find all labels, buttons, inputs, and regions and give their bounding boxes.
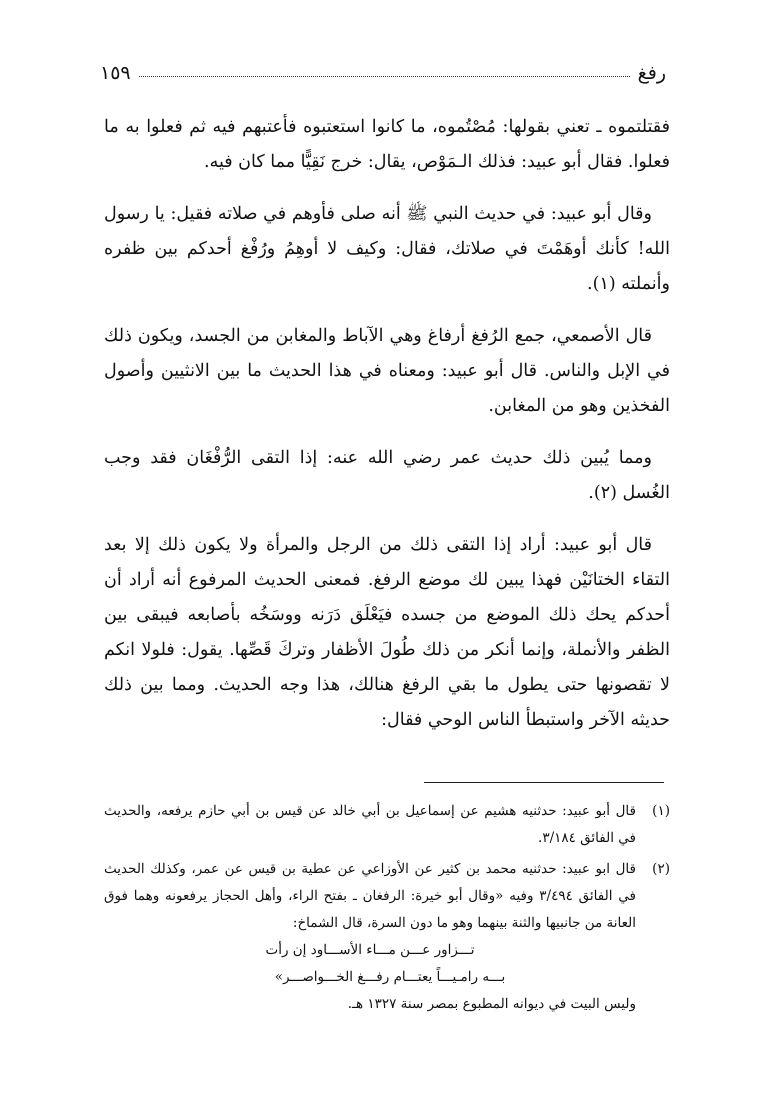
footnote [104, 798, 670, 852]
paragraph: وقال أبو عبيد: في حديث النبي ﷺ أنه صلى فأوهم في صلاته فقيل: يا رسول الله! كأنك أوهَمْتَ في صلاتك، فقال: وكيف لا أوهِمُ ورُفْغ أحدكم بين ظفره وأنملته (١). [104, 204, 670, 294]
footnote-separator [424, 782, 664, 783]
footnote-text: قال أبو عبيد: حدثنيه هشيم عن إسماعيل بن أبي خالد عن قيس بن أبي حازم يرفعه، والحديث في الفائق ٣/١٨٤. [104, 803, 636, 846]
footnote-marker: (٢) [652, 861, 670, 877]
verse-line: بـــه رامـيـــاً يعتـــام رفـــغ الخـــواصـــر» [274, 969, 506, 985]
footnote-body [104, 856, 636, 1018]
footnote-text: قال ابو عبيد: حدثنيه محمد بن كثير عن الأوزاعي عن عطية بن قيس عن عمر، وكذلك الحديث في الفائق ٣/٤٩٤ وفيه «وقال أبو خيرة: الرفغان ـ بفتح الراء، وأهل الحجاز يرفعونه وهما فوق العانة من جانبيها والثنة بينهما وهو ما دون السرة، قال الشماخ: [104, 861, 636, 931]
running-header [100, 56, 666, 90]
main-text [104, 110, 670, 755]
paragraph: فقتلتموه ـ تعني بقولها: مُصْتُموه، ما كانوا استعتبوه فأعتبهم فيه ثم فعلوا به ما فعلوا. فقال أبو عبيد: فذلك الـمَوْص، يقال: خرج نَقِيًّا مما كان فيه. [104, 117, 670, 172]
footnote-marker: (١) [652, 803, 670, 819]
verse-line: تـــزاور عـــن مـــاء الأســـاود إن رأت [265, 942, 475, 958]
footnote [104, 856, 670, 1018]
page-number: ١٥٩ [100, 62, 131, 84]
header-dotted-rule [139, 76, 630, 77]
running-title: رفغ [637, 62, 666, 84]
paragraph: قال الأصمعي، جمع الرُفغ أرفاغ وهي الآباط والمغابن من الجسد، ويكون ذلك في الإبل والناس. قال أبو عبيد: ومعناه في هذا الحديث ما بين الانثيين وأصول الفخذين وهو من المغابن. [104, 326, 670, 416]
paragraph: ومما يُبين ذلك حديث عمر رضي الله عنه: إذا التقى الرُّفْغَان فقد وجب الغُسل (٢). [104, 448, 670, 503]
footnote-closing-text: وليس البيت في ديوانه المطبوع بمصر سنة ١٣٢٧ هـ. [347, 996, 636, 1012]
footnotes [104, 798, 670, 1022]
paragraph: قال أبو عبيد: أراد إذا التقى ذلك من الرجل والمرأة ولا يكون ذلك إلا بعد التقاء الختانَيْن فهذا يبين لك موضع الرفغ. فمعنى الحديث المرفوع أنه أراد أن أحدكم يحك ذلك الموضع من جسده فيَعْلَق دَرَنه ووسَخُه بأصابعه فيبقى بين الظفر والأنملة، وإنما أنكر من ذلك طُولَ الأظفار وتركَ قَصِّها. يقول: فلولا انكم لا تقصونها حتى يطول ما بقي الرفغ هنالك، هذا وجه الحديث. ومما بين ذلك حديثه الآخر واستبطأ الناس الوحي فقال: [104, 535, 670, 730]
